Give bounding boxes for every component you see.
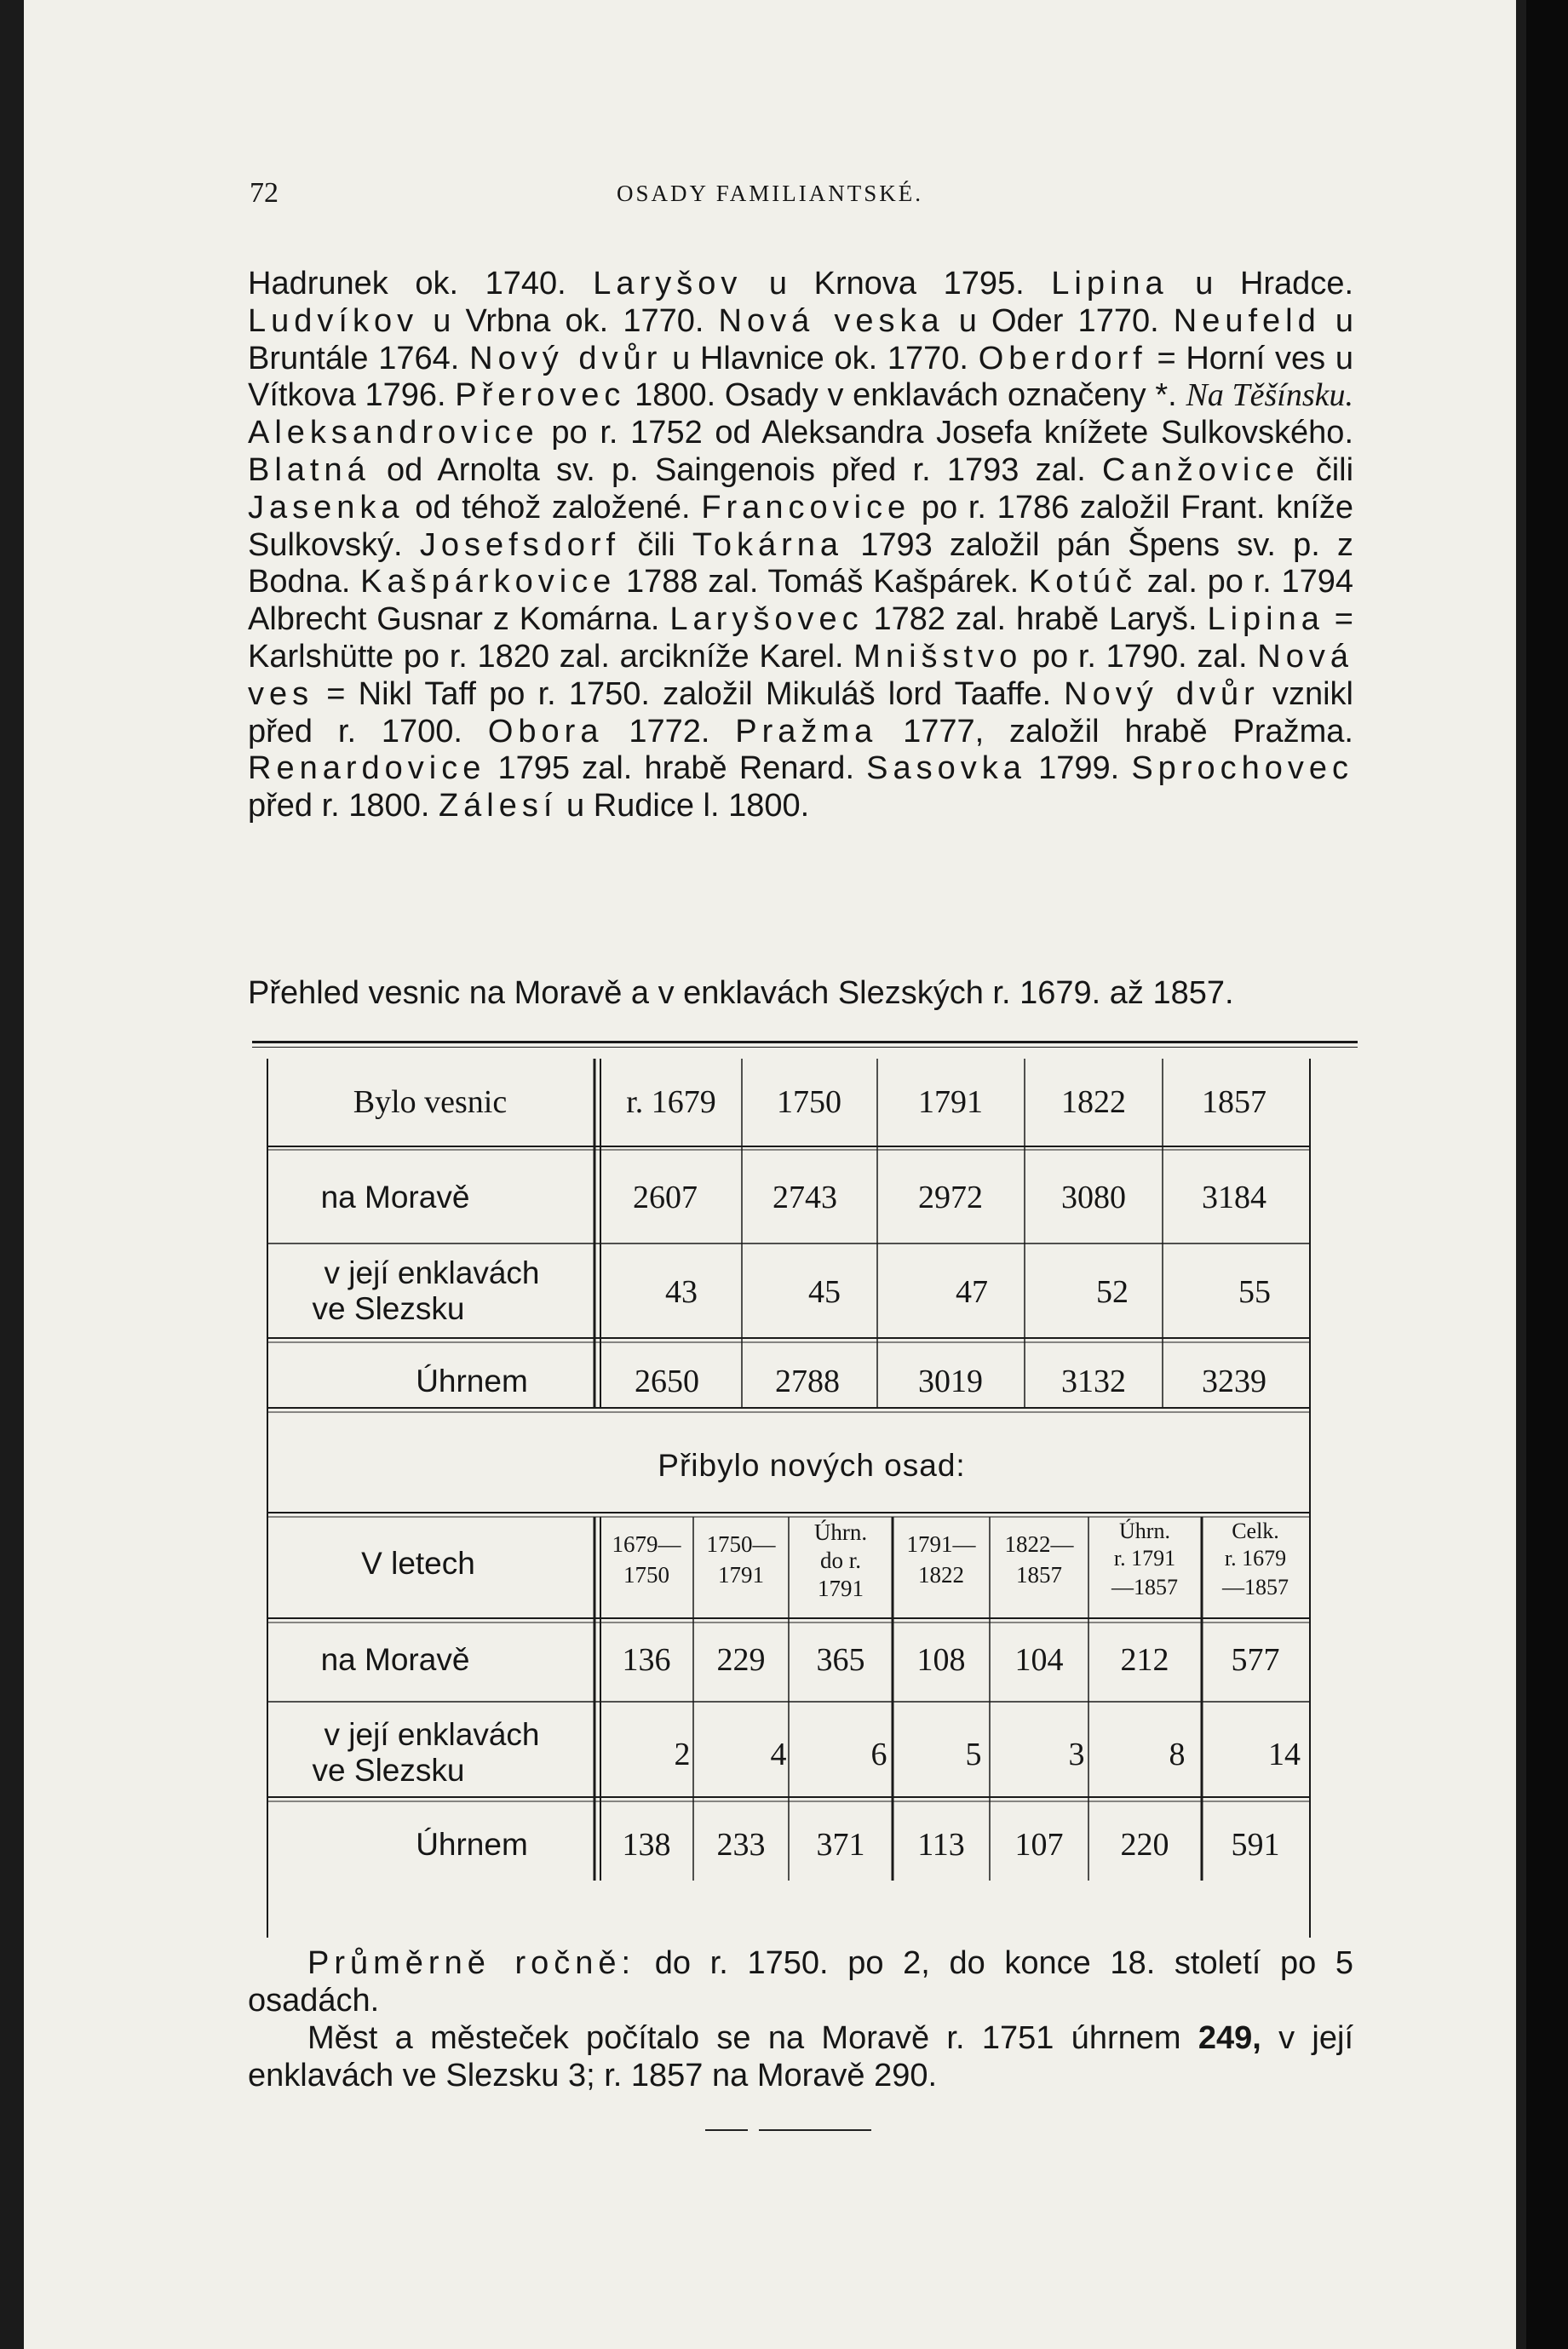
table2-subheading: Přibylo nových osad:	[658, 1448, 966, 1483]
table2-cell: 220	[1120, 1827, 1169, 1863]
table2-row-label: na Moravě	[320, 1642, 470, 1677]
table2-cell: 6	[870, 1737, 887, 1772]
table2-header-label: V letech	[361, 1546, 475, 1581]
footnote-average: Průměrně ročně: do r. 1750. po 2, do konce 18. století po 5 osadách.	[248, 1945, 1353, 2019]
table2-cell: 104	[1014, 1642, 1064, 1678]
table2-period: 1857	[1016, 1562, 1062, 1588]
table1-cell: 47	[956, 1274, 988, 1310]
table2-cell: 3	[1068, 1737, 1085, 1772]
table2-period: Úhrn.	[1119, 1519, 1170, 1543]
table1-row-label: na Moravě	[320, 1180, 470, 1215]
table2-cell: 14	[1268, 1737, 1301, 1772]
table2-cell: 136	[622, 1642, 671, 1678]
table2-period: 1791	[718, 1562, 764, 1588]
table2-period: 1791	[818, 1576, 864, 1601]
table1-cell: 3080	[1061, 1180, 1126, 1215]
table1-cell: 43	[665, 1274, 698, 1310]
table1-cell: 3132	[1061, 1364, 1126, 1399]
table2-period: 1822—	[1004, 1531, 1074, 1557]
table2-period: do r.	[819, 1548, 862, 1573]
table1-cell: 3019	[918, 1364, 983, 1399]
table1-year: 1750	[777, 1084, 841, 1120]
table1-cell: 3184	[1202, 1180, 1266, 1215]
table1-cell: 2788	[775, 1364, 840, 1399]
table2-cell: 365	[816, 1642, 865, 1678]
table2-row-label: Úhrnem	[416, 1827, 528, 1862]
table2-cell: 5	[965, 1737, 982, 1772]
table2-period: 1750—	[706, 1531, 776, 1557]
table1-row-label: Úhrnem	[416, 1364, 528, 1398]
table2-row-label: ve Slezsku	[312, 1753, 465, 1788]
table1-year: 1857	[1202, 1084, 1266, 1120]
table2-row-label: v její enklavách	[324, 1717, 540, 1752]
page-number: 72	[250, 177, 279, 209]
table1-row-label: ve Slezsku	[312, 1291, 465, 1326]
table1-row-label: v její enklavách	[324, 1255, 540, 1290]
table2-cell: 4	[770, 1737, 787, 1772]
end-rule	[759, 2129, 871, 2131]
table2-period: —1857	[1222, 1575, 1289, 1600]
table1-cell: 55	[1238, 1274, 1271, 1310]
overview-heading: Přehled vesnic na Moravě a v enklavách Slezských r. 1679. až 1857.	[248, 975, 1234, 1011]
table2-cell: 371	[816, 1827, 865, 1863]
table1-header-label: Bylo vesnic	[353, 1084, 508, 1120]
end-rule	[705, 2129, 748, 2131]
table2-period: 1679—	[612, 1531, 681, 1557]
table2-cell: 2	[674, 1737, 691, 1772]
table1-cell: 45	[808, 1274, 841, 1310]
table2-cell: 138	[622, 1827, 671, 1863]
table2-cell: 229	[716, 1642, 766, 1678]
table2-period: Úhrn.	[813, 1519, 868, 1545]
table2-period: 1750	[623, 1562, 669, 1588]
table2-cell: 233	[716, 1827, 766, 1863]
table1-year: r. 1679	[626, 1084, 716, 1120]
table1-year: 1822	[1061, 1084, 1126, 1120]
footnote-lead: Průměrně ročně:	[307, 1945, 636, 1981]
table2-period: —1857	[1111, 1575, 1178, 1600]
table2-cell: 212	[1120, 1642, 1169, 1678]
table1-cell: 2743	[773, 1180, 837, 1215]
running-title: OSADY FAMILIANTSKÉ.	[617, 181, 923, 206]
table2-cell: 8	[1169, 1737, 1186, 1772]
table2-cell: 591	[1231, 1827, 1280, 1863]
footnote-towns: Měst a městeček počítalo se na Moravě r. 1751 úhrnem 249, v její enklavách ve Slezsku 3; r. 1857 na Moravě 290.	[248, 2020, 1354, 2093]
table2-period: r. 1679	[1224, 1546, 1287, 1571]
settlements-paragraph: Hadrunek ok. 1740. Laryšov u Krnova 1795. Lipina u Hradce. Ludvíkov u Vrbna ok. 1770. Nová veska u Oder 1770. Neufeld u Bruntále 1764. Nový dvůr u Hlavnice ok. 1770. Oberdorf = Horní ves u Vítkova 1796. Přerovec 1800. Osady v enklavách označeny *. Na Těšínsku. Aleksandrovice po r. 1752 od Aleksandra Josefa knížete Sulkovského. Blatná od Arnolta sv. p. Saingenois před r. 1793 zal. Canžovice čili Jasenka od téhož založené. Francovice po r. 1786 založil Frant. kníže Sulkovský. Josefsdorf čili Tokárna 1793 založil pán Špens sv. p. z Bodna. Kašpárkovice 1788 zal. Tomáš Kašpárek. Kotúč zal. po r. 1794 Albrecht Gusnar z Komárna. Laryšovec 1782 zal. hrabě Laryš. Lipina = Karlshütte po r. 1820 zal. arcikníže Karel. Mnišstvo po r. 1790. zal. Nová ves = Nikl Taff po r. 1750. založil Mikuláš lord Taaffe. Nový dvůr vznikl před r. 1700. Obora 1772. Pražma 1777, založil hrabě Pražma. Renardovice 1795 zal. hrabě Renard. Sasovka 1799. Sprochovec před r. 1800. Zálesí u Rudice l. 1800.	[248, 266, 1354, 824]
table2-cell: 107	[1014, 1827, 1064, 1863]
table2-cell: 108	[916, 1642, 966, 1678]
table2-period: r. 1791	[1113, 1546, 1176, 1571]
table1-cell: 2650	[635, 1364, 699, 1399]
table2-cell: 113	[917, 1827, 965, 1863]
table1-year: 1791	[918, 1084, 983, 1120]
table2-period: 1822	[918, 1562, 964, 1588]
scanned-page	[24, 0, 1516, 2349]
table1-cell: 2607	[633, 1180, 698, 1215]
table1-cell: 2972	[918, 1180, 983, 1215]
table2-period: 1791—	[906, 1531, 976, 1557]
scan-border	[1526, 0, 1568, 2349]
table2-period: Celk.	[1232, 1519, 1279, 1543]
table2-cell: 577	[1231, 1642, 1280, 1678]
table1-cell: 3239	[1202, 1364, 1266, 1399]
table1-cell: 52	[1096, 1274, 1129, 1310]
